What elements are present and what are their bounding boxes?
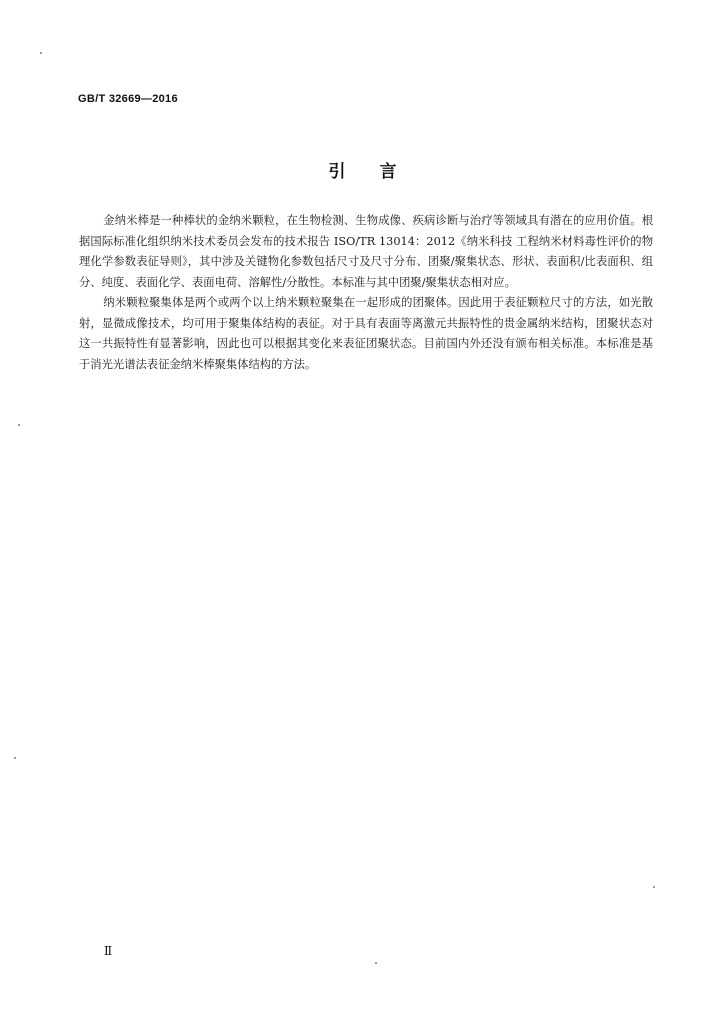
scan-speck xyxy=(653,886,655,888)
scan-speck xyxy=(375,962,377,964)
standard-number: GB/T 32669—2016 xyxy=(78,93,178,105)
scan-speck xyxy=(18,424,20,426)
scan-speck xyxy=(14,757,16,759)
body-text xyxy=(79,211,653,375)
paragraph-1: 金纳米棒是一种棒状的金纳米颗粒，在生物检测、生物成像、疾病诊断与治疗等领域具有潜在的应用价值。根据国际标准化组织纳米技术委员会发布的技术报告 ISO/TR 13014：2012《纳米科技 工程纳米材料毒性评价的物理化学参数表征导则》，其中涉及关键物化参数包括尺寸及尺寸分布、团聚/聚集状态、形状、表面积/比表面积、组分、纯度、表面化学、表面电荷、溶解性/分散性。本标准与其中团聚/聚集状态相对应。 xyxy=(79,214,653,289)
scan-speck xyxy=(40,52,42,54)
paragraph-2: 纳米颗粒聚集体是两个或两个以上纳米颗粒聚集在一起形成的团聚体。因此用于表征颗粒尺寸的方法，如光散射，显微成像技术，均可用于聚集体结构的表征。对于具有表面等离激元共振特性的贵金属纳米结构，团聚状态对这一共振特性有显著影响，因此也可以根据其变化来表征团聚状态。目前国内外还没有颁布相关标准。本标准是基于消光光谱法表征金纳米棒聚集体结构的方法。 xyxy=(79,296,653,371)
page-number: Ⅱ xyxy=(104,944,113,958)
page-title: 引言 xyxy=(328,162,431,182)
